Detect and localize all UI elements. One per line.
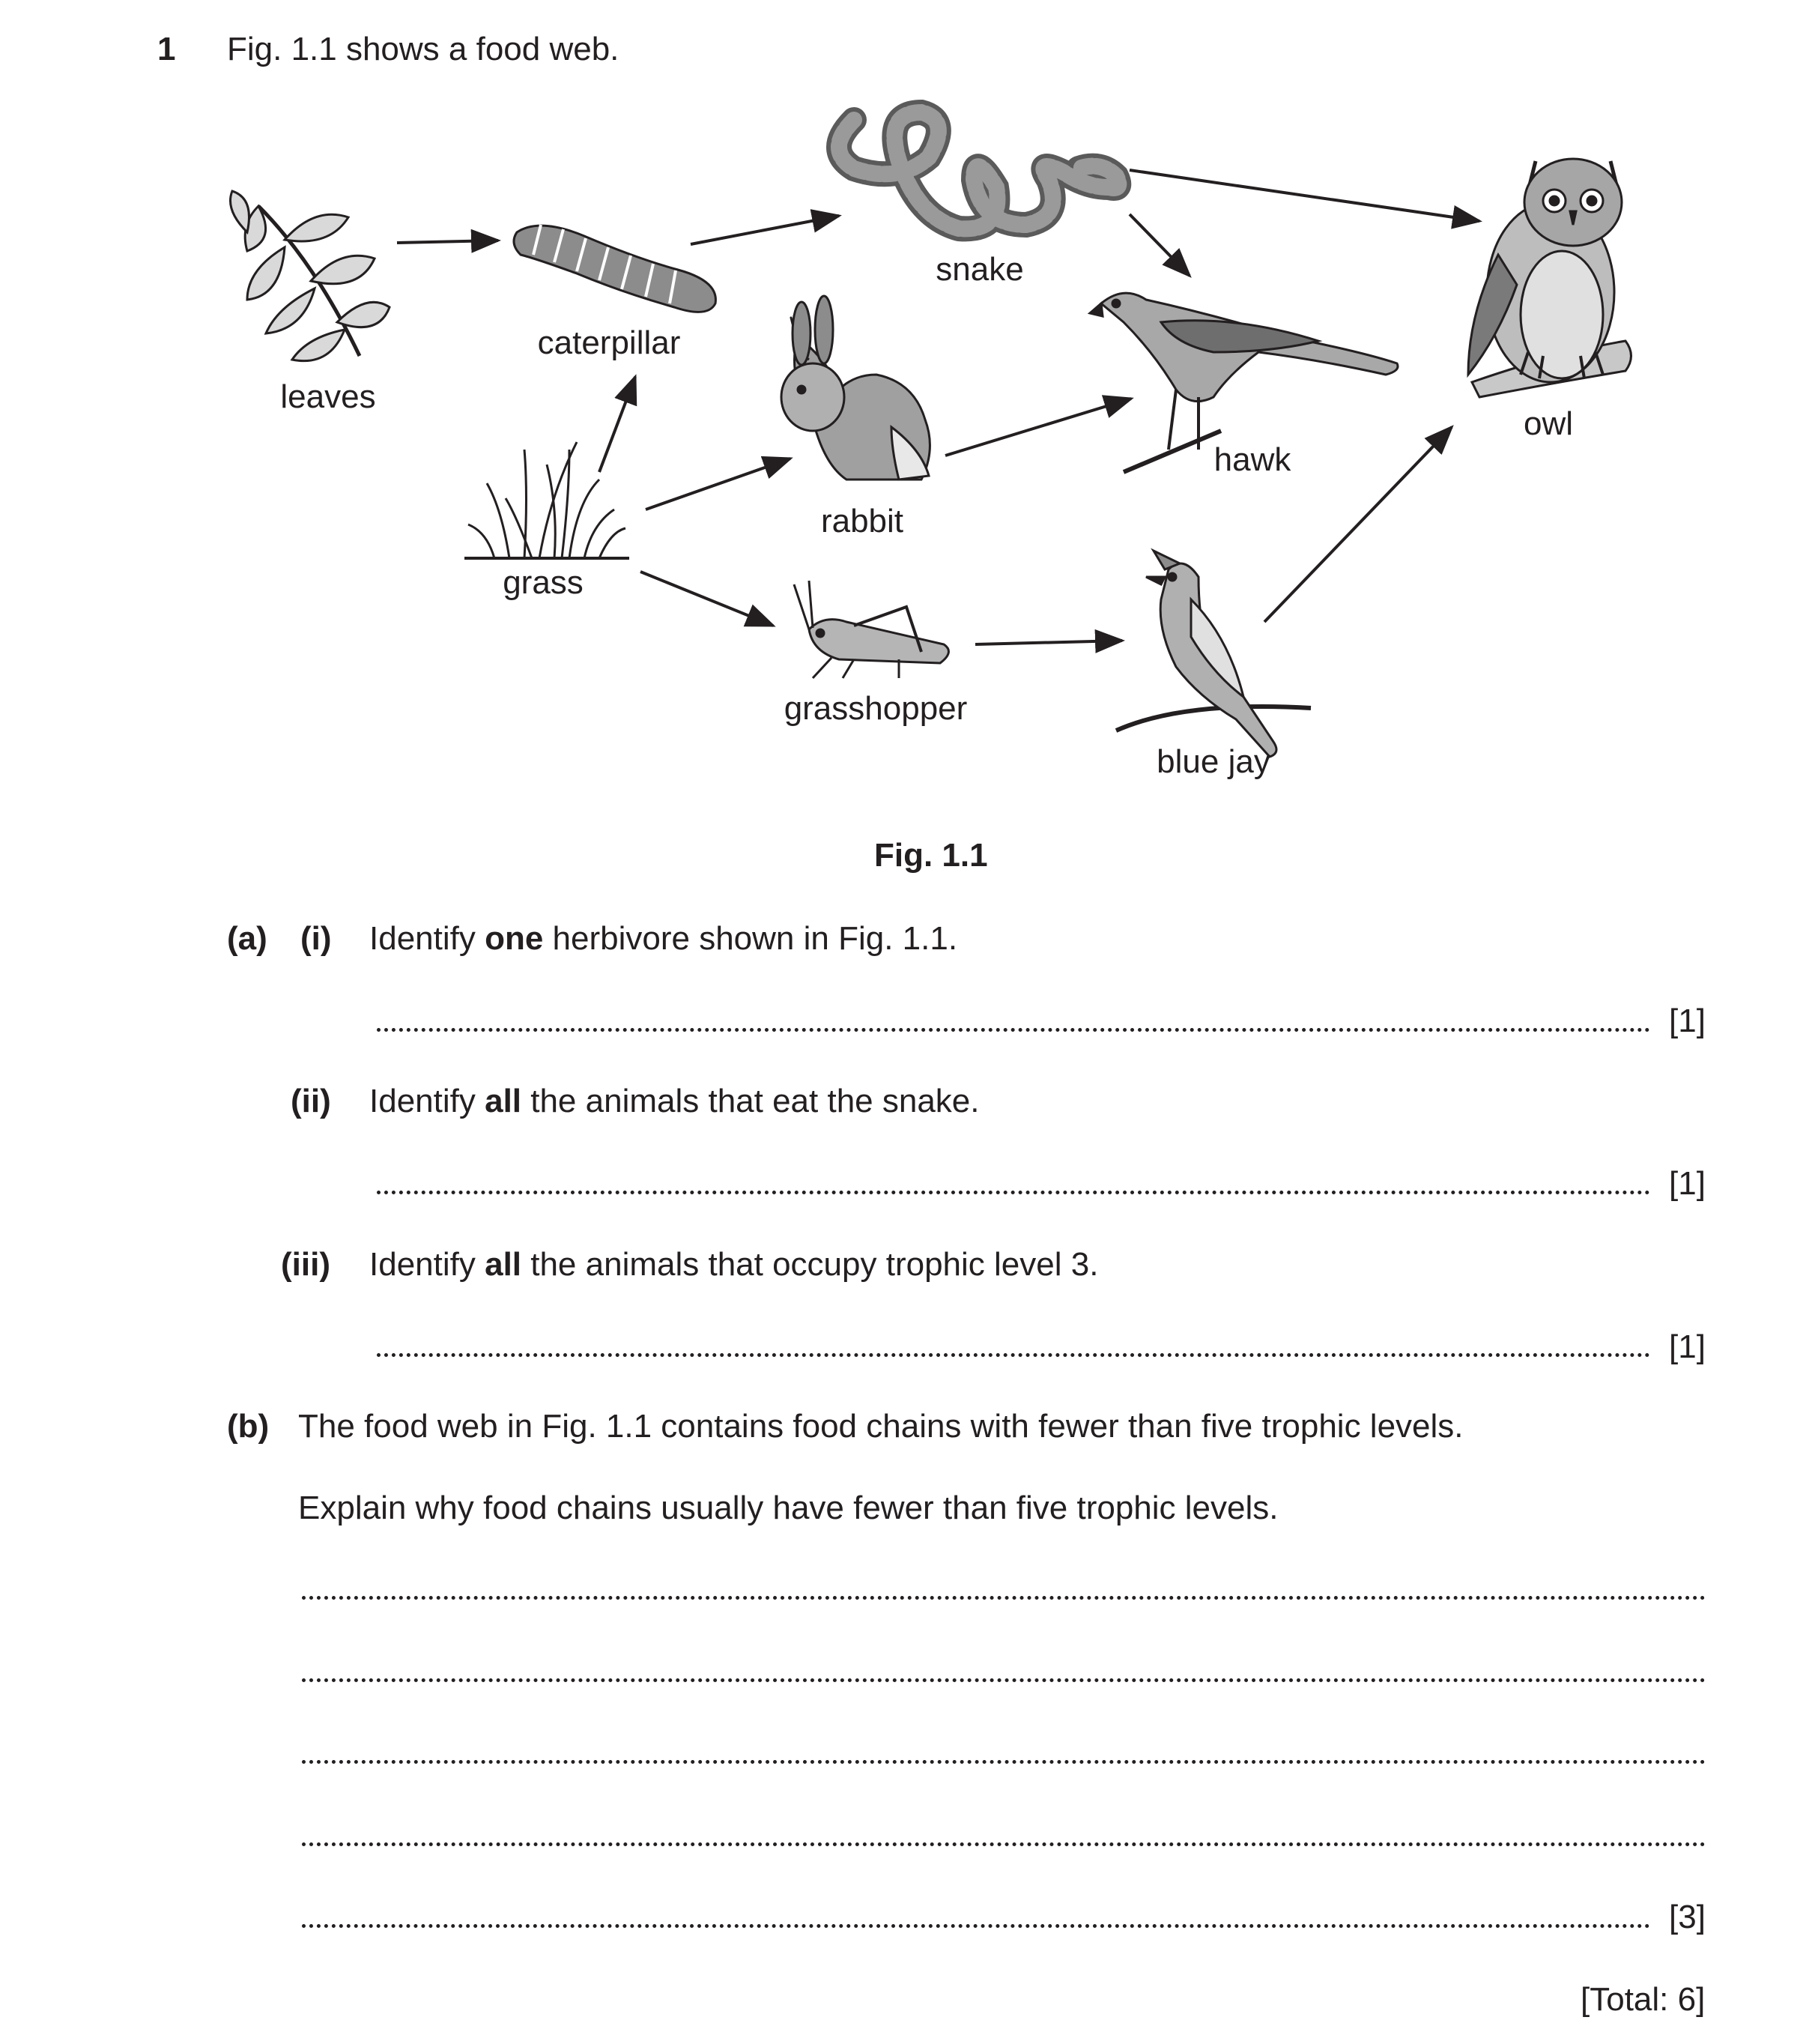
- label-leaves: leaves: [280, 378, 376, 415]
- arrow-caterpillar-snake: [691, 216, 839, 244]
- rabbit-illustration: [781, 296, 930, 480]
- label-grasshopper: grasshopper: [784, 690, 968, 727]
- part-b-text2: Explain why food chains usually have fewer than five trophic levels.: [298, 1490, 1279, 1526]
- answer-line-a-ii[interactable]: [377, 1191, 1650, 1194]
- answer-line-b-3[interactable]: [302, 1760, 1706, 1764]
- part-a-ii-label: (ii): [291, 1083, 331, 1119]
- arrow-grass-grasshopper: [640, 572, 773, 626]
- arrow-snake-hawk: [1130, 214, 1190, 276]
- part-a-i-post: herbivore shown in Fig. 1.1.: [543, 920, 958, 957]
- part-a-iii-text: [369, 1248, 1098, 1281]
- part-a-i-text: [369, 922, 957, 955]
- grasshopper-illustration: [794, 581, 948, 678]
- total-marks: [Total: 6]: [1581, 1981, 1706, 2018]
- leaves-illustration: [231, 191, 390, 361]
- arrow-leaves-caterpillar: [397, 241, 498, 243]
- answer-line-a-i[interactable]: [377, 1028, 1650, 1032]
- label-rabbit: rabbit: [820, 503, 904, 539]
- part-a-label: (a): [227, 920, 267, 957]
- part-a-ii-text: [369, 1085, 980, 1118]
- marks-b: [3]: [1669, 1899, 1706, 1935]
- part-a-iii-post: the animals that occupy trophic level 3.: [521, 1246, 1099, 1283]
- label-owl: owl: [1523, 405, 1574, 442]
- part-a-i-label: (i): [300, 920, 332, 957]
- arrow-snake-owl: [1130, 170, 1479, 221]
- label-grass: grass: [503, 564, 584, 601]
- food-web-figure: [0, 0, 1812, 839]
- part-a-ii-bold: all: [485, 1083, 522, 1119]
- part-a-iii-label: (iii): [281, 1246, 330, 1283]
- marks-a-iii: [1]: [1669, 1328, 1706, 1365]
- label-hawk: hawk: [1213, 441, 1291, 478]
- part-a-iii-bold: all: [485, 1246, 522, 1283]
- label-blue-jay: blue jay: [1157, 743, 1270, 780]
- figure-caption: Fig. 1.1: [874, 837, 988, 874]
- part-a-iii-pre: Identify: [369, 1246, 485, 1283]
- bluejay-illustration: [1116, 551, 1311, 757]
- part-a-i-pre: Identify: [369, 920, 485, 957]
- label-caterpillar: caterpillar: [537, 324, 681, 361]
- part-b-text1: The food web in Fig. 1.1 contains food chains with fewer than five trophic levels.: [298, 1408, 1464, 1445]
- arrow-bluejay-owl: [1264, 427, 1452, 622]
- answer-line-a-iii[interactable]: [377, 1353, 1650, 1357]
- arrow-rabbit-hawk: [945, 399, 1131, 456]
- caterpillar-illustration: [514, 225, 715, 312]
- answer-line-b-5[interactable]: [302, 1924, 1650, 1928]
- question-number: 1: [157, 31, 176, 67]
- part-a-ii-pre: Identify: [369, 1083, 485, 1119]
- part-a-i-bold: one: [485, 920, 544, 957]
- arrow-grass-caterpillar: [599, 377, 635, 472]
- question-intro: Fig. 1.1 shows a food web.: [227, 31, 619, 67]
- arrow-grass-rabbit: [646, 459, 790, 510]
- answer-line-b-2[interactable]: [302, 1678, 1706, 1682]
- part-b-label: (b): [227, 1408, 270, 1445]
- part-a-ii-post: the animals that eat the snake.: [521, 1083, 980, 1119]
- answer-line-b-4[interactable]: [302, 1842, 1706, 1846]
- marks-a-ii: [1]: [1669, 1165, 1706, 1202]
- owl-illustration: [1468, 159, 1631, 397]
- snake-illustration: [839, 112, 1118, 229]
- marks-a-i: [1]: [1669, 1003, 1706, 1039]
- answer-line-b-1[interactable]: [302, 1596, 1706, 1600]
- label-snake: snake: [936, 251, 1024, 288]
- arrow-grasshopper-bluejay: [975, 641, 1122, 644]
